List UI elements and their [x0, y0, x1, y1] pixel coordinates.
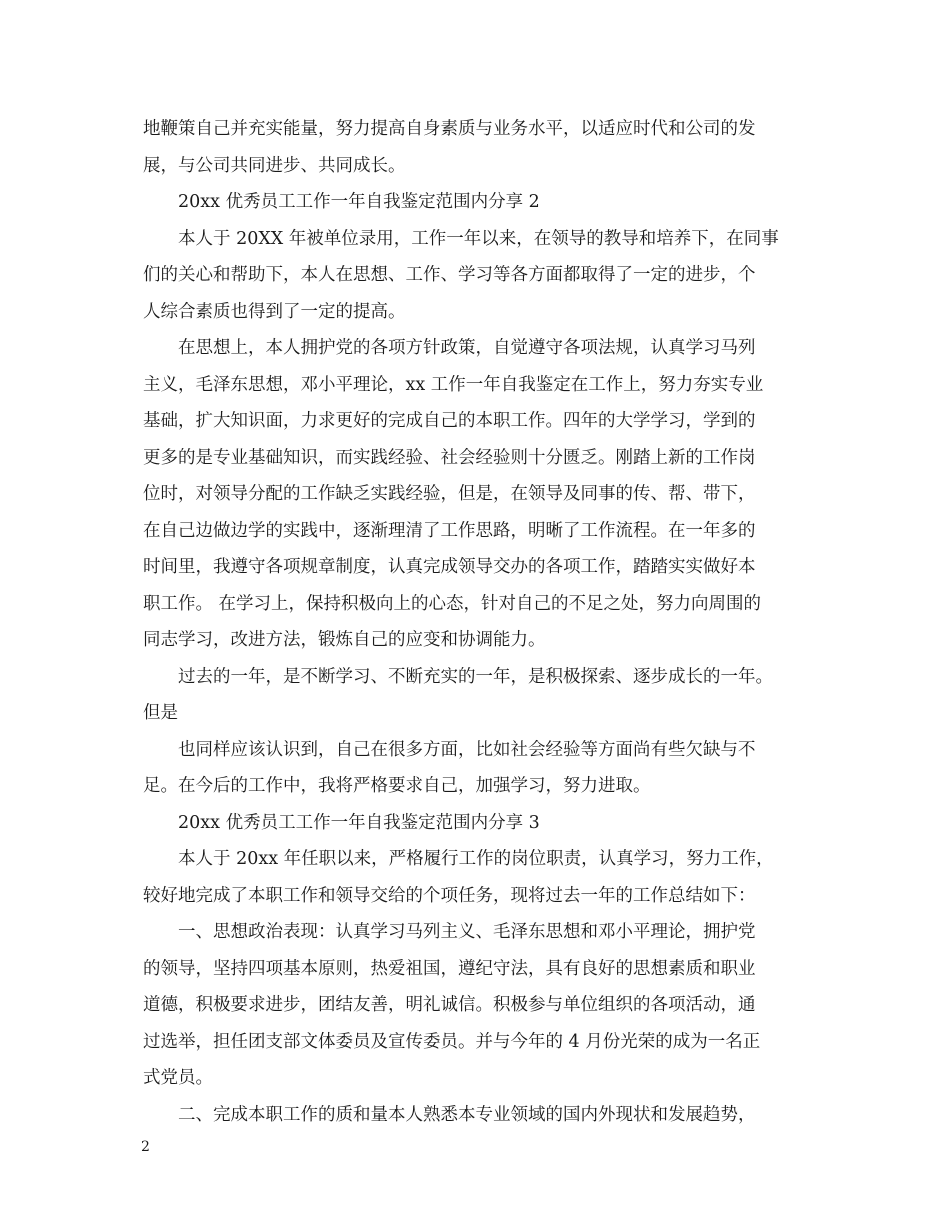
text-line-9: 基础，扩大知识面，力求更好的完成自己的本职工作。四年的大学学习，学到的 [143, 411, 756, 431]
text-line-16: 过去的一年，是不断学习、不断充实的一年，是积极探索、逐步成长的一年。 [178, 667, 773, 687]
text-line-17: 但是 [143, 703, 178, 723]
text-line-5: 们的关心和帮助下，本人在思想、工作、学习等各方面都取得了一定的进步，个 [143, 265, 756, 285]
text-line-19: 足。在今后的工作中，我将严格要求自己，加强学习，努力进取。 [143, 776, 651, 796]
text-line-4: 本人于 20XX 年被单位录用，工作一年以来，在领导的教导和培养下，在同事 [178, 229, 779, 249]
text-line-28: 二、完成本职工作的质和量本人熟悉本专业领域的国内外现状和发展趋势， [178, 1105, 756, 1125]
text-line-18: 也同样应该认识到，自己在很多方面，比如社会经验等方面尚有些欠缺与不 [178, 740, 756, 760]
text-line-11: 位时，对领导分配的工作缺乏实践经验，但是，在领导及同事的传、帮、带下， [143, 484, 756, 504]
text-line-2: 展，与公司共同进步、共同成长。 [143, 156, 406, 176]
page-number: 2 [141, 1139, 150, 1155]
text-line-26: 过选举，担任团支部文体委员及宣传委员。并与今年的 4 月份光荣的成为一名正 [143, 1032, 761, 1052]
text-line-14: 职工作。 在学习上，保持积极向上的心态，针对自己的不足之处，努力向周围的 [143, 594, 762, 614]
text-line-24: 的领导，坚持四项基本原则，热爱祖国，遵纪守法，具有良好的思想素质和职业 [143, 959, 756, 979]
text-line-27: 式党员。 [143, 1068, 213, 1088]
text-line-21: 本人于 20xx 年任职以来，严格履行工作的岗位职责，认真学习，努力工作， [178, 849, 774, 869]
text-line-22: 较好地完成了本职工作和领导交给的个项任务，现将过去一年的工作总结如下： [143, 886, 756, 906]
section-heading-3: 20xx 优秀员工工作一年自我鉴定范围内分享 3 [178, 813, 540, 833]
text-line-1: 地鞭策自己并充实能量，努力提高自身素质与业务水平，以适应时代和公司的发 [143, 119, 756, 139]
text-line-10: 更多的是专业基础知识，而实践经验、社会经验则十分匮乏。刚踏上新的工作岗 [143, 448, 756, 468]
text-line-25: 道德，积极要求进步，团结友善，明礼诚信。积极参与单位组织的各项活动，通 [143, 995, 756, 1015]
text-line-7: 在思想上，本人拥护党的各项方针政策，自觉遵守各项法规，认真学习马列 [178, 338, 756, 358]
text-line-13: 时间里，我遵守各项规章制度，认真完成领导交办的各项工作，踏踏实实做好本 [143, 557, 756, 577]
text-line-15: 同志学习，改进方法，锻炼自己的应变和协调能力。 [143, 630, 546, 650]
text-line-12: 在自己边做边学的实践中，逐渐理清了工作思路，明晰了工作流程。在一年多的 [143, 521, 756, 541]
text-line-8: 主义，毛泽东思想，邓小平理论，xx 工作一年自我鉴定在工作上，努力夯实专业 [143, 375, 764, 395]
text-line-23: 一、思想政治表现：认真学习马列主义、毛泽东思想和邓小平理论，拥护党 [178, 922, 756, 942]
section-heading-2: 20xx 优秀员工工作一年自我鉴定范围内分享 2 [178, 192, 540, 212]
text-line-6: 人综合素质也得到了一定的提高。 [143, 302, 406, 322]
